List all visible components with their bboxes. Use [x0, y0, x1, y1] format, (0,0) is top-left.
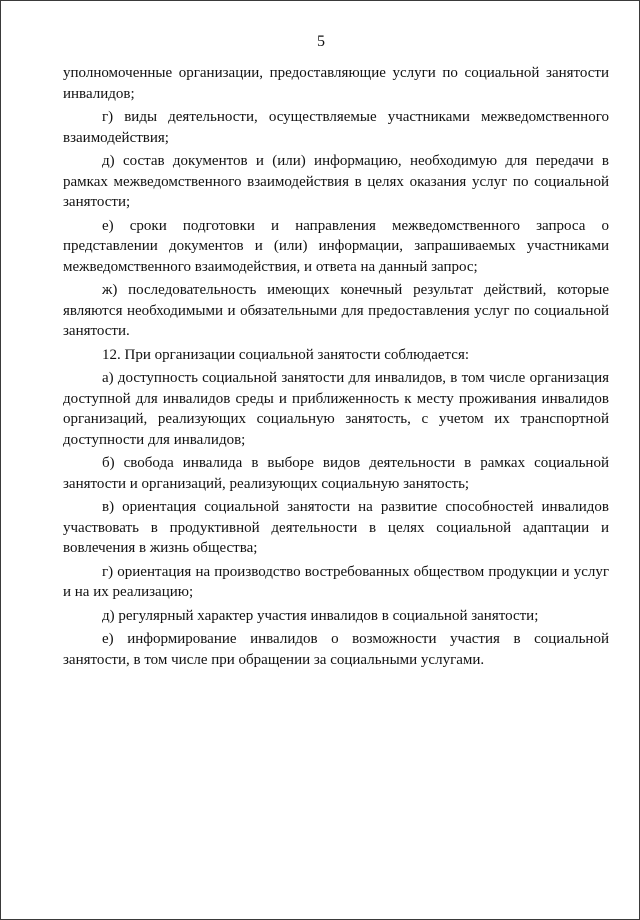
- paragraph-section-12: 12. При организации социальной занятости соблюдается:: [102, 346, 470, 363]
- paragraph-item-g: г) виды деятельности, осуществляемые участниками межведомственного взаимодействия;: [63, 109, 609, 146]
- paragraph-item-g2: г) ориентация на производство востребованных обществом продукции и услуг и на их реализацию;: [63, 563, 609, 600]
- paragraph-item-zh: ж) последовательность имеющих конечный результат действий, которые являются необходимыми и обязательными для предоставления услуг по социальной занятости.: [63, 282, 609, 339]
- paragraph-item-d2: д) регулярный характер участия инвалидов в социальной занятости;: [102, 607, 539, 624]
- page-number: 5: [317, 33, 325, 50]
- document-body: [63, 63, 609, 673]
- paragraph-item-e2: е) информирование инвалидов о возможности участия в социальной занятости, в том числе при обращении за социальными услугами.: [63, 631, 609, 668]
- paragraph-continuation: уполномоченные организации, предоставляющие услуги по социальной занятости инвалидов;: [63, 65, 609, 102]
- paragraph-item-b: б) свобода инвалида в выборе видов деятельности в рамках социальной занятости и организаций, реализующих социальную занятость;: [63, 455, 609, 492]
- paragraph-item-d: д) состав документов и (или) информацию, необходимую для передачи в рамках межведомственного взаимодействия в целях оказания услуг по социальной занятости;: [63, 153, 609, 210]
- paragraph-item-a: а) доступность социальной занятости для инвалидов, в том числе организация доступной для инвалидов среды и приближенность к месту проживания инвалидов организаций, реализующих социальную занятость, с учетом их транспортной доступности для инвалидов;: [63, 370, 609, 448]
- paragraph-item-v: в) ориентация социальной занятости на развитие способностей инвалидов участвовать в продуктивной деятельности в целях социальной адаптации и вовлечения в жизнь общества;: [63, 499, 609, 556]
- paragraph-item-e: е) сроки подготовки и направления межведомственного запроса о представлении документов и (или) информации, запрашиваемых участниками межведомственного взаимодействия, и ответа на данный запрос;: [63, 217, 609, 275]
